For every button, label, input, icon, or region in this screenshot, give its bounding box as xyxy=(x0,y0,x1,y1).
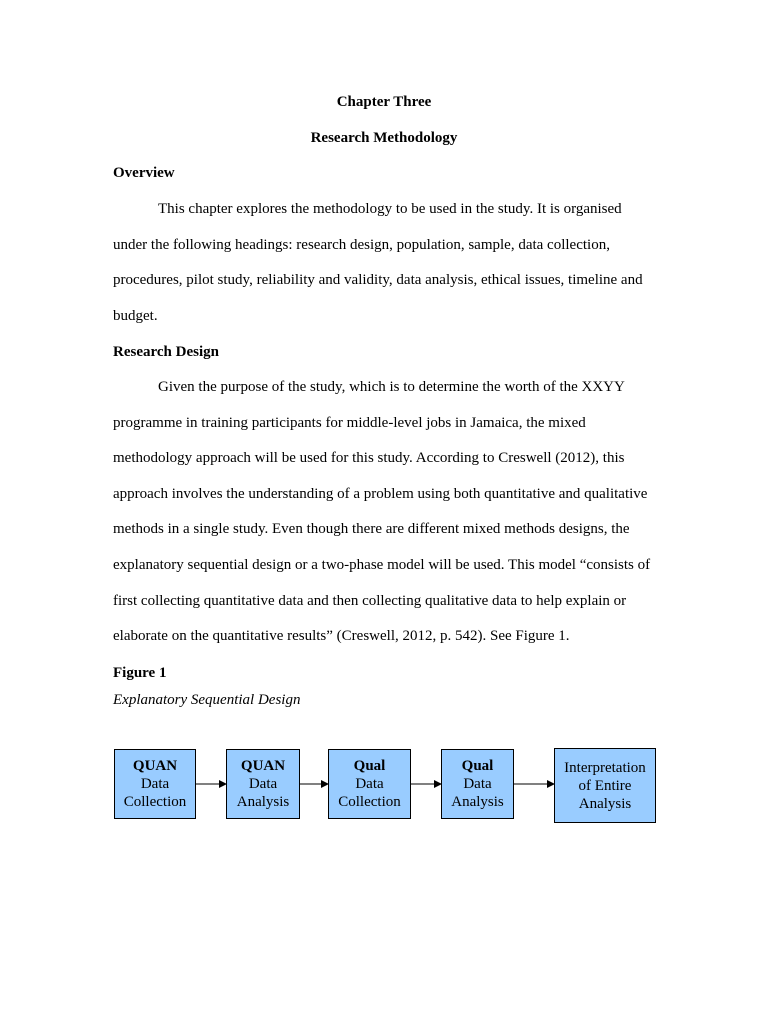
flow-box-5-line3: Analysis xyxy=(578,795,632,812)
flow-box-4-line2: Data xyxy=(463,776,492,792)
flow-box-2-line3: Analysis xyxy=(236,794,290,810)
flow-box-3-line3: Collection xyxy=(338,794,401,810)
flow-box-quan-data-collection xyxy=(114,749,196,819)
chapter-heading: Chapter Three xyxy=(336,94,432,110)
flow-box-5-line1: Interpretation xyxy=(564,759,646,776)
research-design-heading: Research Design xyxy=(113,344,219,360)
flow-box-1-line1: QUAN xyxy=(132,758,178,774)
flow-box-qual-data-collection xyxy=(328,749,411,819)
figure-caption: Explanatory Sequential Design xyxy=(113,692,301,708)
flow-box-4-line1: Qual xyxy=(461,758,494,774)
flow-box-3-line2: Data xyxy=(355,776,384,792)
flow-box-interpretation xyxy=(554,748,656,823)
flow-box-2-line2: Data xyxy=(248,776,278,792)
figure-label: Figure 1 xyxy=(113,665,167,681)
flow-box-3-line1: Qual xyxy=(353,758,386,774)
flow-box-2-line1: QUAN xyxy=(240,758,286,774)
overview-paragraph: This chapter explores the methodology to be used in the study. It is organised under the following headings: research design, population, sample, data collection, procedures, pilot study, reliability and validity, data analysis, ethical issues, timeline and budget. xyxy=(113,201,643,324)
flow-box-1-line3: Collection xyxy=(123,794,187,810)
overview-heading: Overview xyxy=(113,165,175,181)
flow-box-qual-data-analysis xyxy=(441,749,514,819)
flow-box-1-line2: Data xyxy=(140,776,170,792)
chapter-title: Research Methodology xyxy=(310,130,458,146)
research-design-paragraph: Given the purpose of the study, which is to determine the worth of the XXYY programme in training participants for middle-level jobs in Jamaica, the mixed methodology approach will be used for this study. According to Creswell (2012), this approach involves the understanding of a problem using both quantitative and qualitative methods in a single study. Even though there are different mixed methods designs, the explanatory sequential design or a two-phase model will be used. This model “consists of first collecting quantitative data and then collecting qualitative data to help explain or elaborate on the quantitative results” (Creswell, 2012, p. 542). See Figure 1. xyxy=(113,379,651,645)
flow-box-quan-data-analysis xyxy=(226,749,300,819)
flow-box-5-line2: of Entire xyxy=(578,777,632,794)
flow-box-4-line3: Analysis xyxy=(451,794,504,810)
